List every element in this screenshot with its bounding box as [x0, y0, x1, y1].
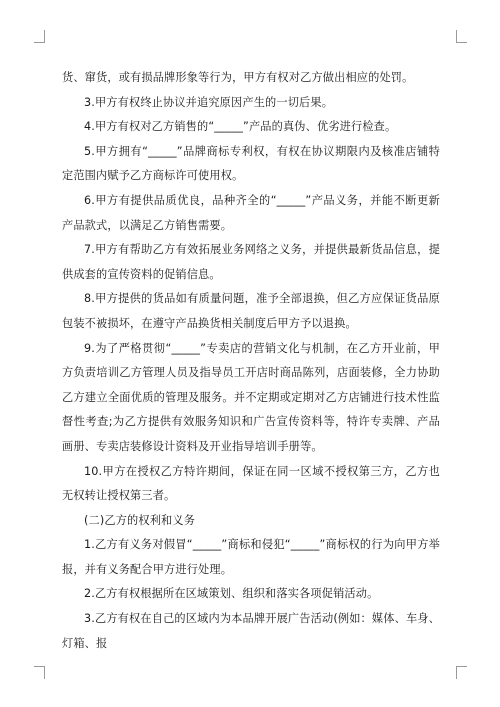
crop-mark-top-right	[456, 30, 467, 43]
document-body	[62, 66, 440, 656]
paragraph: 8.甲方提供的货品如有质量问题，准予全部退换，但乙方应保证货品原包装不被损坏，在遵守产品换货相关制度后甲方予以退换。	[62, 292, 440, 330]
paragraph: 2.乙方有权根据所在区域策划、组织和落实各项促销活动。	[84, 587, 379, 601]
paragraph: 货、窜货，或有损品牌形象等行为，甲方有权对乙方做出相应的处罚。	[62, 71, 414, 84]
paragraph: 3.乙方有权在自己的区域内为本品牌开展广告活动(例如：媒体、车身、灯箱、报	[62, 612, 440, 650]
section-heading: (二)乙方的权利和义务	[84, 513, 196, 527]
crop-mark-bottom-left	[34, 666, 45, 679]
paragraph: 3.甲方有权终止协议并追究原因产生的一切后果。	[84, 95, 334, 109]
crop-mark-top-left	[34, 30, 45, 43]
paragraph: 9.为了严格贯彻“_____”专卖店的营销文化与机制，在乙方开业前，甲方负责培训乙方管理人员及指导员工开店时商品陈列，店面装修，全力协助乙方建立全面优质的管理及服务。并不定期或定期对乙方店铺进行技术性监督性考查;为乙方提供有效服务知识和广告宣传资料等，特许专卖牌、产品画册、专卖店装修设计资料及开业指导培训手册等。	[62, 341, 440, 453]
paragraph: 4.甲方有权对乙方销售的“_____”产品的真伪、优劣进行检查。	[84, 120, 397, 134]
crop-mark-bottom-right	[456, 666, 467, 679]
paragraph: 5.甲方拥有“_____”品牌商标专利权，有权在协议期限内及核准店铺特定范围内赋予乙方商标许可使用权。	[62, 144, 440, 183]
paragraph: 7.甲方有帮助乙方有效拓展业务网络之义务，并提供最新货品信息，提供成套的宣传资料的促销信息。	[62, 243, 440, 281]
paragraph: 10.甲方在授权乙方特许期间，保证在同一区域不授权第三方，乙方也无权转让授权第三者。	[62, 464, 440, 503]
paragraph: 1.乙方有义务对假冒“_____”商标和侵犯“_____”商标权的行为向甲方举报，并有义务配合甲方进行处理。	[62, 538, 440, 576]
paragraph: 6.甲方有提供品质优良，品种齐全的“_____”产品义务，并能不断更新产品款式，以满足乙方销售需要。	[62, 193, 440, 232]
